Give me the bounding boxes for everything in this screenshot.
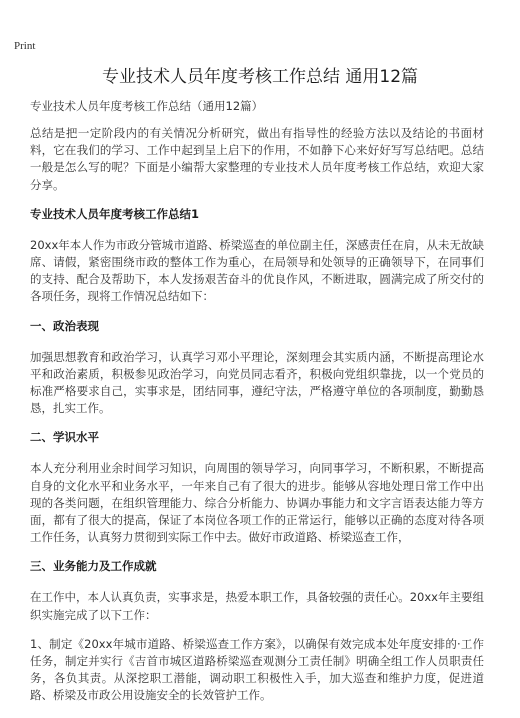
section-heading-politics: 一、政治表现: [30, 318, 99, 333]
section-paragraph-politics: 加强思想教育和政治学习，认真学习邓小平理论，深刻理会其实质内涵，不断提高理论水平和政治素质，积极参见政治学习，向党员同志看齐，积极向党组织靠拢，以一个党员的标准严格要求自己，实事求是，团结同事，遵纪守法，严格遵守单位的各项制度，勤勤恳恳，扎实工作。: [30, 349, 484, 416]
document-title: 专业技术人员年度考核工作总结 通用12篇: [101, 67, 419, 87]
print-link[interactable]: Print: [14, 40, 36, 52]
article-intro-paragraph: 20xx年本人作为市政分管城市道路、桥梁巡查的单位副主任，深感责任在肩，从未无故缺席、请假，紧密围绕市政的整体工作为重心，在局领导和处领导的正确领导下，在同事们的支持、配合及帮助下，本人发扬艰苦奋斗的优良作风，不断进取，圆满完成了所交付的各项任务，现将工作情况总结如下：: [30, 237, 484, 304]
section-paragraph-knowledge: 本人充分利用业余时间学习知识，向周围的领导学习，向同事学习，不断积累，不断提高自身的文化水平和业务水平，一年来自己有了很大的进步。能够从容地处理日常工作中出现的各类问题，在组织管理能力、综合分析能力、协调办事能力和文字言语表达能力等方面，都有了很大的提高，保证了本岗位各项工作的正常运行，能够以正确的态度对待各项工作任务，认真努力贯彻到实际工作中去。做好市政道路、桥梁巡查工作，: [30, 461, 484, 545]
document-subtitle: 专业技术人员年度考核工作总结（通用12篇）: [30, 99, 264, 113]
section-heading-performance: 三、业务能力及工作成就: [30, 559, 157, 574]
section-paragraph-performance: 在工作中，本人认真负责，实事求是，热爱本职工作，具备较强的责任心。20xx年主要组织实施完成了以下工作：: [30, 590, 484, 622]
section-heading-knowledge: 二、学识水平: [30, 430, 99, 445]
article-heading: 专业技术人员年度考核工作总结1: [30, 206, 199, 221]
intro-paragraph: 总结是把一定阶段内的有关情况分析研究，做出有指导性的经验方法以及结论的书面材料，它在我们的学习、工作中起到呈上启下的作用，不如静下心来好好写写总结吧。总结一般是怎么写的呢？下面是小编帮大家整理的专业技术人员年度考核工作总结，欢迎大家分享。: [30, 126, 484, 192]
document-content: [30, 98, 484, 717]
section-paragraph-performance-item-1: 1、制定《20xx年城市道路、桥梁巡查工作方案》，以确保有效完成本处年度安排的·工作任务，制定并实行《吉首市城区道路桥梁巡查观测分工责任制》明确全组工作人员职责任务，各负其责。从深挖职工潜能，调动职工积极性入手，加大巡查和维护力度，促进道路、桥梁及市政公用设施安全的长效管护工作。: [30, 636, 484, 703]
